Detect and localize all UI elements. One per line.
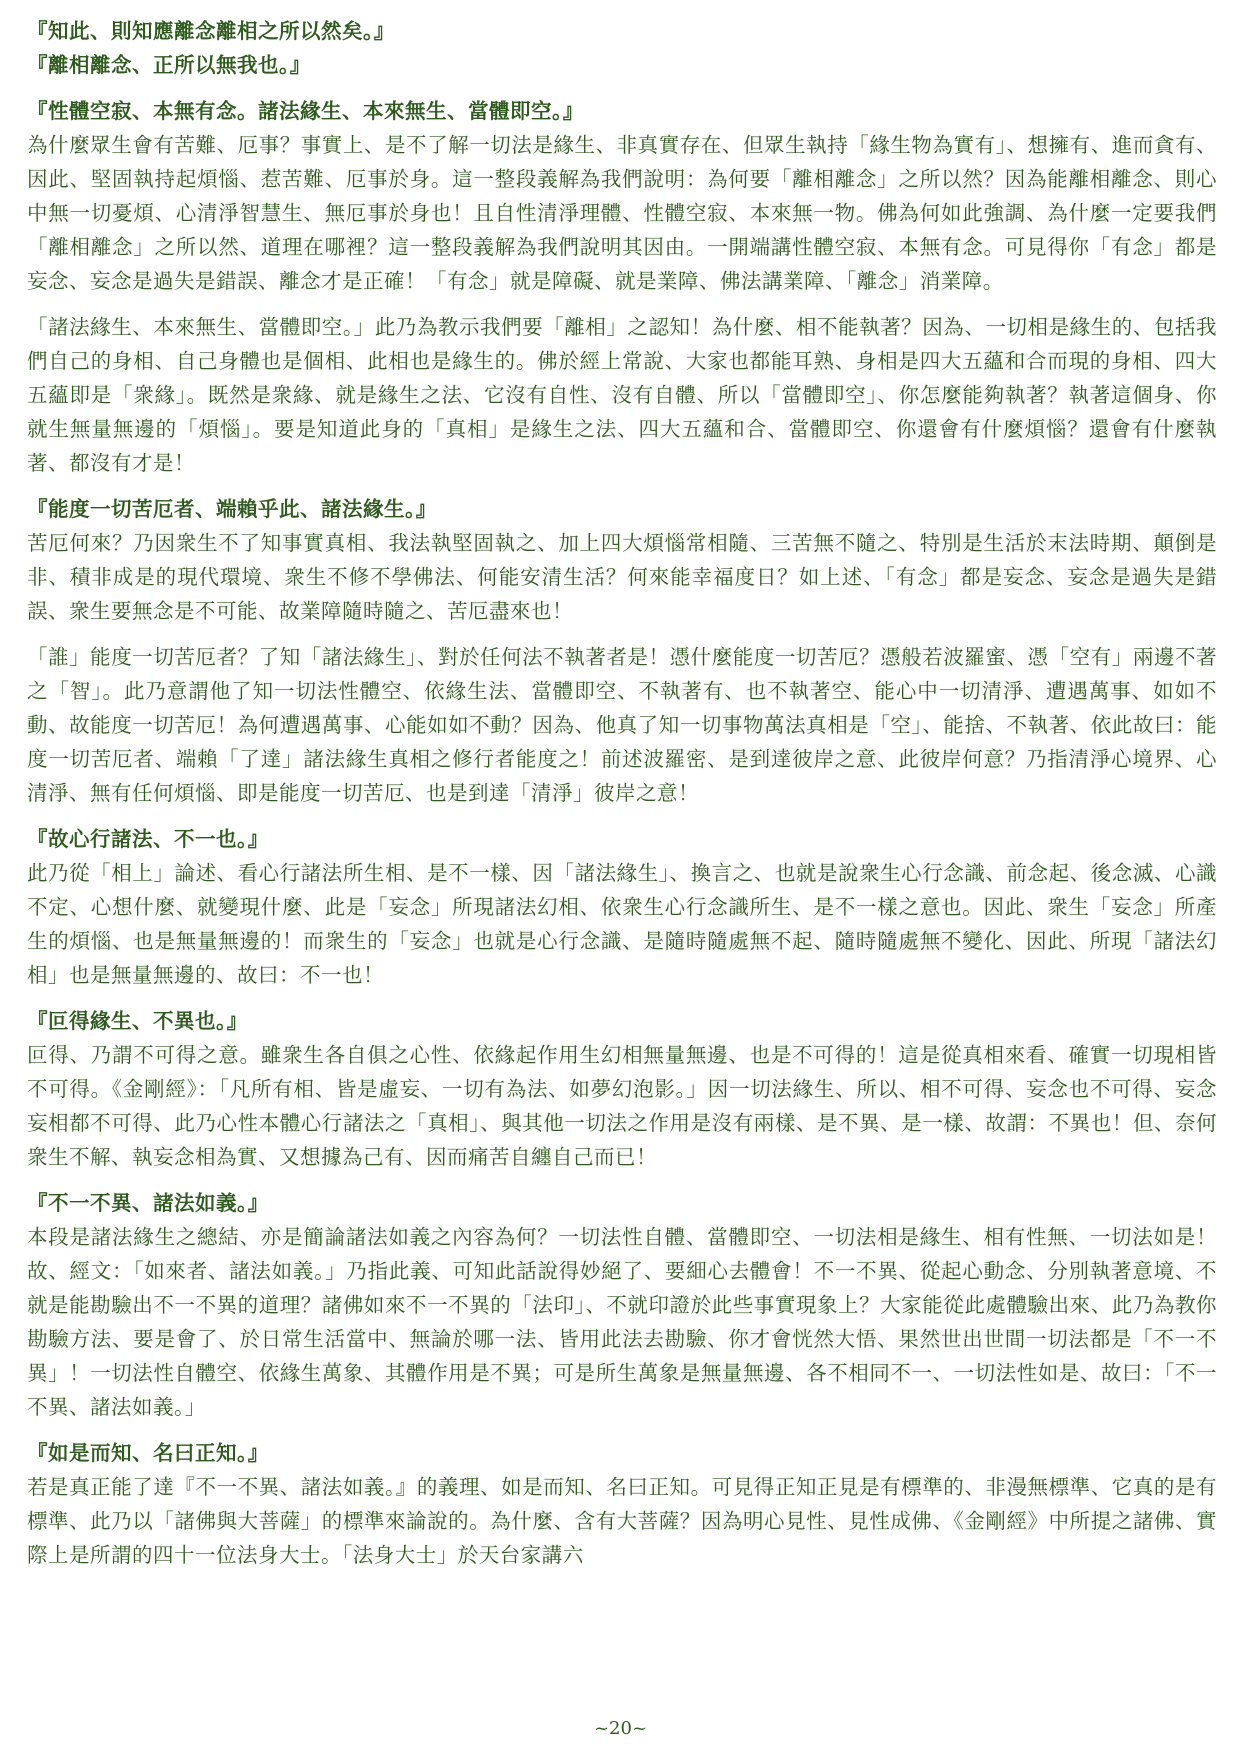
body-paragraph: 為什麼眾生會有苦難、厄事？事實上、是不了解一切法是緣生、非真實存在、但眾生執持「緣生物為實有」、想擁有、進而貪有、因此、堅固執持起煩惱、惹苦難、厄事於身。這一整段義解為我們說明：為何要「離相離念」之所以然？因為能離相離念、則心中無一切憂煩、心清淨智慧生、無厄事於身也！且自性清淨理體、性體空寂、本來無一物。佛為何如此強調、為什麼一定要我們「離相離念」之所以然、道理在哪裡？這一整段義解為我們說明其因由。一開端講性體空寂、本無有念。可見得你「有念」都是妄念、妄念是過失是錯誤、離念才是正確！「有念」就是障礙、就是業障、佛法講業障、「離念」消業障。 (27, 133, 1217, 293)
section-heading: 『性體空寂、本無有念。諸法緣生、本來無生、當體即空。』 (27, 99, 584, 123)
page-number: ~20~ (593, 1718, 648, 1739)
body-paragraph: 若是真正能了達『不一不異、諸法如義。』的義理、如是而知、名曰正知。可見得正知正見是有標準的、非漫無標準、它真的是有標準、此乃以「諸佛與大菩薩」的標準來論說的。為什麼、含有大菩薩？因為明心見性、見性成佛、《金剛經》中所提之諸佛、實際上是所謂的四十一位法身大士。「法身大士」於天台家講六 (27, 1475, 1217, 1567)
section-heading: 『如是而知、名曰正知。』 (27, 1441, 269, 1465)
body-paragraph: 此乃從「相上」論述、看心行諸法所生相、是不一樣、因「諸法緣生」、換言之、也就是說衆生心行念識、前念起、後念滅、心識不定、心想什麼、就變現什麼、此是「妄念」所現諸法幻相、依衆生心行念識所生、是不一樣之意也。因此、衆生「妄念」所產生的煩惱、也是無量無邊的！而衆生的「妄念」也就是心行念識、是隨時隨處無不起、隨時隨處無不變化、因此、所現「諸法幻相」也是無量無邊的、故曰：不一也！ (27, 861, 1217, 987)
body-paragraph: 叵得、乃謂不可得之意。雖衆生各自俱之心性、依緣起作用生幻相無量無邊、也是不可得的！這是從真相來看、確實一切現相皆不可得。《金剛經》：「凡所有相、皆是虛妄、一切有為法、如夢幻泡影。」因一切法緣生、所以、相不可得、妄念也不可得、妄念妄相都不可得、此乃心性本體心行諸法之「真相」、與其他一切法之作用是沒有兩樣、是不異、是一樣、故謂：不異也！但、奈何衆生不解、執妄念相為實、又想據為己有、因而痛苦自纏自己而已！ (27, 1043, 1217, 1169)
section-heading: 『能度一切苦厄者、端賴乎此、諸法緣生。』 (27, 497, 437, 521)
body-paragraph: 苦厄何來？乃因衆生不了知事實真相、我法執堅固執之、加上四大煩惱常相隨、三苦無不隨之、特別是生活於末法時期、顛倒是非、積非成是的現代環境、衆生不修不學佛法、何能安清生活？何來能幸福度日？如上述、「有念」都是妄念、妄念是過失是錯誤、衆生要無念是不可能、故業障隨時隨之、苦厄盡來也！ (27, 531, 1217, 623)
body-paragraph: 「諸法緣生、本來無生、當體即空。」此乃為教示我們要「離相」之認知！為什麼、相不能執著？因為、一切相是緣生的、包括我們自己的身相、自己身體也是個相、此相也是緣生的。佛於經上常說、大家也都能耳熟、身相是四大五蘊和合而現的身相、四大五蘊即是「衆緣」。既然是衆緣、就是緣生之法、它沒有自性、沒有自體、所以「當體即空」、你怎麼能夠執著？執著這個身、你就生無量無邊的「煩惱」。要是知道此身的「真相」是緣生之法、四大五蘊和合、當體即空、你還會有什麼煩惱？還會有什麼執著、都沒有才是！ (27, 315, 1217, 475)
section-heading: 『知此、則知應離念離相之所以然矣。』 (27, 19, 395, 43)
body-paragraph: 「誰」能度一切苦厄者？了知「諸法緣生」、對於任何法不執著者是！憑什麼能度一切苦厄？憑般若波羅蜜、憑「空有」兩邊不著之「智」。此乃意謂他了知一切法性體空、依緣生法、當體即空、不執著有、也不執著空、能心中一切清淨、遭遇萬事、如如不動、故能度一切苦厄！為何遭遇萬事、心能如如不動？因為、他真了知一切事物萬法真相是「空」、能捨、不執著、依此故曰：能度一切苦厄者、端賴「了達」諸法緣生真相之修行者能度之！前述波羅密、是到達彼岸之意、此彼岸何意？乃指清淨心境界、心清淨、無有任何煩惱、即是能度一切苦厄、也是到達「清淨」彼岸之意！ (27, 645, 1217, 805)
section-heading: 『故心行諸法、不一也。』 (27, 827, 269, 851)
section-heading: 『不一不異、諸法如義。』 (27, 1191, 269, 1215)
body-paragraph: 本段是諸法緣生之總結、亦是簡論諸法如義之內容為何？一切法性自體、當體即空、一切法相是緣生、相有性無、一切法如是！故、經文：「如來者、諸法如義。」乃指此義、可知此話說得妙絕了、要細心去體會！不一不異、從起心動念、分別執著意境、不就是能勘驗出不一不異的道理？諸佛如來不一不異的「法印」、不就印證於此些事實現象上？大家能從此處體驗出來、此乃為教你勘驗方法、要是會了、於日常生活當中、無論於哪一法、皆用此法去勘驗、你才會恍然大悟、果然世出世間一切法都是「不一不異」！一切法性自體空、依緣生萬象、其體作用是不異；可是所生萬象是無量無邊、各不相同不一、一切法性如是、故曰：「不一不異、諸法如義。」 (27, 1225, 1217, 1419)
section-heading: 『叵得緣生、不異也。』 (27, 1009, 248, 1033)
section-heading: 『離相離念、正所以無我也。』 (27, 53, 311, 77)
document-page (27, 14, 1217, 1572)
